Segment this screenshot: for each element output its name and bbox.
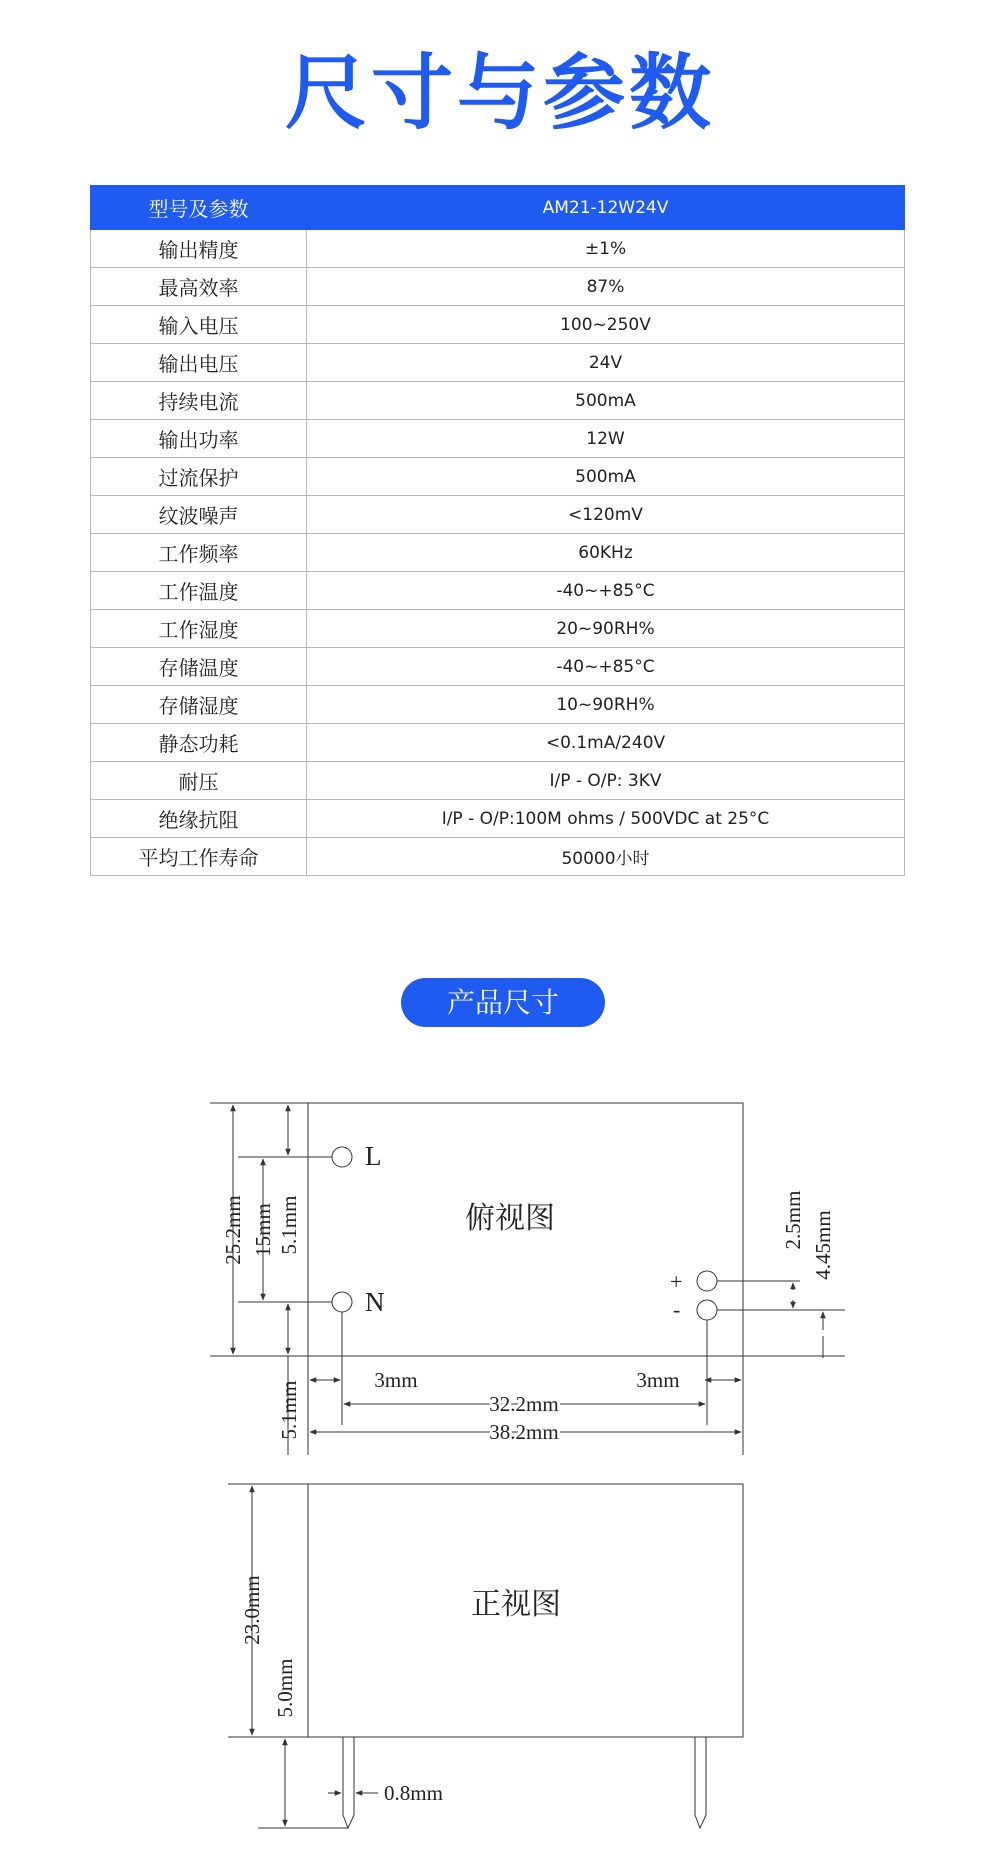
dim-3-right: 3mm (636, 1368, 680, 1392)
param-name: 输出精度 (91, 230, 307, 268)
pin-plus-label: + (670, 1269, 683, 1294)
param-name: 最高效率 (91, 268, 307, 306)
page-title: 尺寸与参数 (284, 46, 715, 141)
dim-3-left: 3mm (374, 1368, 418, 1392)
param-name: 工作频率 (91, 534, 307, 572)
param-name: 绝缘抗阻 (91, 800, 307, 838)
section-title-badge: 产品尺寸 (401, 978, 605, 1027)
dim-0-8: 0.8mm (384, 1781, 443, 1805)
param-value: 500mA (307, 458, 905, 496)
param-name: 输入电压 (91, 306, 307, 344)
param-value: ±1% (307, 230, 905, 268)
param-value: 60KHz (307, 534, 905, 572)
dim-4-45: 4.45mm (811, 1210, 835, 1280)
param-name: 输出功率 (91, 420, 307, 458)
param-name: 工作温度 (91, 572, 307, 610)
dim-38-2: 38.2mm (489, 1420, 559, 1444)
param-name: 工作湿度 (91, 610, 307, 648)
param-value: I/P - O/P:100M ohms / 500VDC at 25°C (307, 800, 905, 838)
param-name: 输出电压 (91, 344, 307, 382)
dim-23-0: 23.0mm (240, 1575, 264, 1645)
param-value: 20~90RH% (307, 610, 905, 648)
table-header-param: 型号及参数 (91, 186, 307, 230)
param-name: 存储温度 (91, 648, 307, 686)
param-value: <120mV (307, 496, 905, 534)
dim-2-5: 2.5mm (781, 1190, 805, 1250)
pin-minus-label: - (673, 1297, 681, 1322)
pin-leg-right (695, 1737, 706, 1828)
pin-l-circle (332, 1147, 352, 1167)
param-value: 87% (307, 268, 905, 306)
param-name: 静态功耗 (91, 724, 307, 762)
pin-leg-left (343, 1737, 354, 1828)
param-name: 纹波噪声 (91, 496, 307, 534)
table-header-model: AM21-12W24V (307, 186, 905, 230)
dim-25-2: 25.2mm (221, 1195, 245, 1265)
param-value: -40~+85°C (307, 572, 905, 610)
dim-5-1-bottom: 5.1mm (277, 1380, 301, 1440)
param-value: I/P - O/P: 3KV (307, 762, 905, 800)
param-value: <0.1mA/240V (307, 724, 905, 762)
top-view-label: 俯视图 (465, 1202, 555, 1235)
param-name: 过流保护 (91, 458, 307, 496)
param-name: 持续电流 (91, 382, 307, 420)
param-name: 存储湿度 (91, 686, 307, 724)
dim-15: 15mm (251, 1203, 275, 1257)
param-value: 100~250V (307, 306, 905, 344)
param-value: 500mA (307, 382, 905, 420)
front-view-label: 正视图 (471, 1588, 561, 1621)
pin-n-circle (332, 1292, 352, 1312)
pin-minus-circle (697, 1300, 717, 1320)
param-value: 50000小时 (307, 838, 905, 876)
pin-plus-circle (697, 1271, 717, 1291)
dim-5-1-top: 5.1mm (277, 1195, 301, 1255)
pin-l-label: L (365, 1141, 382, 1171)
param-value: 12W (307, 420, 905, 458)
param-name: 耐压 (91, 762, 307, 800)
param-value: -40~+85°C (307, 648, 905, 686)
param-value: 24V (307, 344, 905, 382)
pin-n-label: N (365, 1287, 385, 1317)
param-value: 10~90RH% (307, 686, 905, 724)
dim-5-0: 5.0mm (273, 1658, 297, 1718)
param-name: 平均工作寿命 (91, 838, 307, 876)
dim-32-2: 32.2mm (489, 1392, 559, 1416)
